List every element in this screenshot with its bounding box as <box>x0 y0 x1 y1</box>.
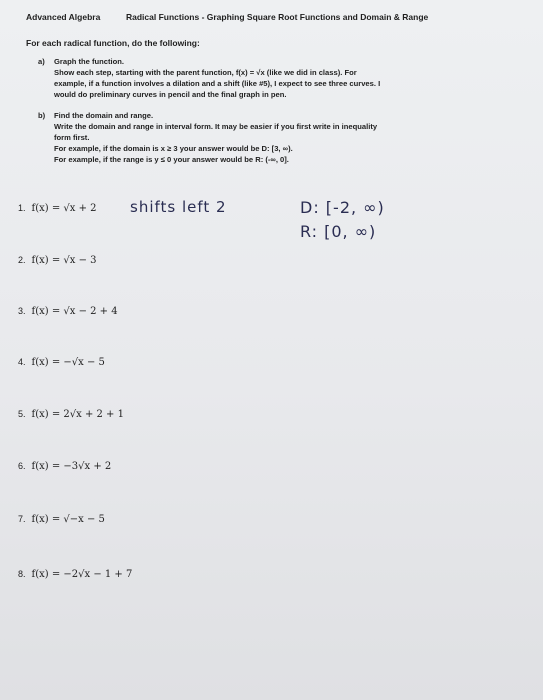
course-title: Advanced Algebra <box>26 12 101 22</box>
instruction-line: Graph the function. <box>54 57 125 66</box>
instruction-line: For example, if the domain is x ≥ 3 your answer would be D: [3, ∞). <box>54 144 293 153</box>
problem-number: 4. <box>18 357 26 367</box>
problem-6 <box>18 461 111 472</box>
problem-7 <box>18 514 105 525</box>
problem-expression: f(x) = −√x − 5 <box>31 357 105 368</box>
instruction-line: Find the domain and range. <box>54 111 154 120</box>
instruction-line: Show each step, starting with the parent function, f(x) = √x (like we did in class). For <box>54 68 357 77</box>
handwritten-domain: D: [-2, ∞) <box>300 198 385 217</box>
instruction-line: form first. <box>54 133 90 142</box>
instruction-label: a) <box>38 57 45 66</box>
problem-number: 3. <box>18 306 26 316</box>
topic-title: Radical Functions - Graphing Square Root Functions and Domain & Range <box>126 12 429 22</box>
problem-expression: f(x) = √x + 2 <box>31 203 97 214</box>
problem-3 <box>18 306 118 317</box>
instruction-line: would do preliminary curves in pencil and the final graph in pen. <box>54 90 287 99</box>
problem-number: 7. <box>18 514 26 524</box>
problem-expression: f(x) = √−x − 5 <box>31 514 105 525</box>
problem-expression: f(x) = −3√x + 2 <box>31 461 112 472</box>
handwritten-range: R: [0, ∞) <box>300 222 377 241</box>
problem-expression: f(x) = 2√x + 2 + 1 <box>31 409 124 420</box>
problem-8 <box>18 569 132 580</box>
problem-2 <box>18 255 97 266</box>
problem-4 <box>18 357 105 368</box>
instruction-line: example, if a function involves a dilation and a shift (like #5), I expect to see three curves. I <box>54 79 381 88</box>
problem-expression: f(x) = √x − 2 + 4 <box>31 306 118 317</box>
problem-number: 6. <box>18 461 26 471</box>
problem-number: 8. <box>18 569 26 579</box>
problem-1 <box>18 203 97 214</box>
problem-expression: f(x) = −2√x − 1 + 7 <box>31 569 133 580</box>
problem-number: 1. <box>18 203 26 213</box>
problem-expression: f(x) = √x − 3 <box>31 255 97 266</box>
problem-number: 5. <box>18 409 26 419</box>
problem-5 <box>18 409 124 420</box>
problem-number: 2. <box>18 255 26 265</box>
instruction-line: Write the domain and range in interval form. It may be easier if you first write in inequality <box>54 122 378 131</box>
handwritten-note: shifts left 2 <box>130 198 227 216</box>
intro-text: For each radical function, do the following: <box>26 38 200 48</box>
instruction-label: b) <box>38 111 46 120</box>
instruction-line: For example, if the range is y ≤ 0 your answer would be R: (-∞, 0]. <box>54 155 289 164</box>
